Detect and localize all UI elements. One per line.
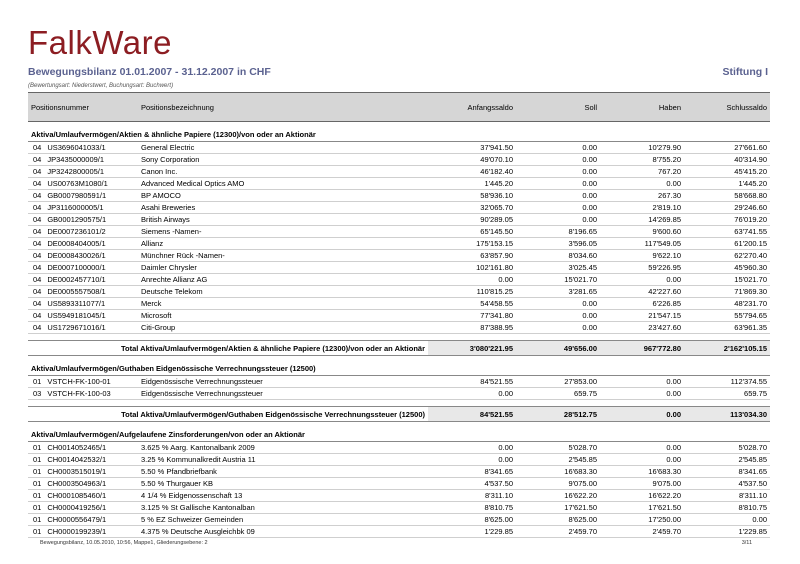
- total-debit: 49'656.00: [516, 341, 600, 356]
- debit: 2'459.70: [516, 526, 600, 538]
- position-prefix: 04: [33, 155, 42, 164]
- table-row: [28, 388, 770, 400]
- position-prefix: 04: [33, 143, 42, 152]
- closing-balance: 15'021.70: [684, 274, 770, 286]
- debit: 9'075.00: [516, 478, 600, 490]
- closing-balance: 48'231.70: [684, 298, 770, 310]
- column-header: Soll: [516, 93, 600, 122]
- position-prefix: 04: [33, 239, 42, 248]
- debit: 8'196.65: [516, 226, 600, 238]
- position-number: [28, 262, 138, 274]
- total-row: [28, 407, 770, 422]
- position-code: JP3242800005/1: [47, 167, 105, 176]
- credit: 767.20: [600, 166, 684, 178]
- debit: 3'025.45: [516, 262, 600, 274]
- closing-balance: 63'961.35: [684, 322, 770, 334]
- debit: 0.00: [516, 190, 600, 202]
- opening-balance: 37'941.50: [428, 142, 516, 154]
- position-name: 4 1/4 % Eidgenossenschaft 13: [138, 490, 428, 502]
- total-credit: 967'772.80: [600, 341, 684, 356]
- footer-info: Bewegungsbilanz, 10.05.2010, 10:56, Mappe1, Gliederungsebene: 2: [40, 540, 208, 546]
- position-code: CH0000419256/1: [47, 503, 107, 512]
- total-debit: 28'512.75: [516, 407, 600, 422]
- section-header-row: [28, 428, 770, 442]
- opening-balance: 0.00: [428, 274, 516, 286]
- position-prefix: 04: [33, 251, 42, 260]
- debit: 0.00: [516, 202, 600, 214]
- position-number: [28, 286, 138, 298]
- entity-name: Stiftung I: [722, 66, 768, 78]
- debit: 17'621.50: [516, 502, 600, 514]
- spacer-row: [28, 400, 770, 407]
- position-name: General Electric: [138, 142, 428, 154]
- position-name: Merck: [138, 298, 428, 310]
- section-title: Aktiva/Umlaufvermögen/Aktien & ähnliche Papiere (12300)/von oder an Aktionär: [28, 128, 770, 142]
- table-row: [28, 298, 770, 310]
- closing-balance: 63'741.55: [684, 226, 770, 238]
- position-code: DE0005557508/1: [47, 287, 106, 296]
- debit: 3'596.05: [516, 238, 600, 250]
- table-row: [28, 478, 770, 490]
- opening-balance: 175'153.15: [428, 238, 516, 250]
- credit: 0.00: [600, 388, 684, 400]
- position-name: Canon Inc.: [138, 166, 428, 178]
- position-code: VSTCH-FK-100-03: [47, 389, 111, 398]
- position-prefix: 01: [33, 527, 42, 536]
- position-prefix: 04: [33, 227, 42, 236]
- credit: 9'622.10: [600, 250, 684, 262]
- position-name: Allianz: [138, 238, 428, 250]
- debit: 16'622.20: [516, 490, 600, 502]
- credit: 2'819.10: [600, 202, 684, 214]
- table-row: [28, 274, 770, 286]
- position-name: 3.25 % Kommunalkredit Austria 11: [138, 454, 428, 466]
- table-row: [28, 376, 770, 388]
- position-code: JP3435000009/1: [47, 155, 105, 164]
- opening-balance: 58'936.10: [428, 190, 516, 202]
- position-number: [28, 388, 138, 400]
- debit: 2'545.85: [516, 454, 600, 466]
- position-prefix: 04: [33, 263, 42, 272]
- position-name: Deutsche Telekom: [138, 286, 428, 298]
- position-name: Siemens -Namen-: [138, 226, 428, 238]
- debit: 0.00: [516, 154, 600, 166]
- closing-balance: 62'270.40: [684, 250, 770, 262]
- debit: 0.00: [516, 142, 600, 154]
- debit: 8'034.60: [516, 250, 600, 262]
- opening-balance: 8'311.10: [428, 490, 516, 502]
- position-number: [28, 154, 138, 166]
- position-name: Daimler Chrysler: [138, 262, 428, 274]
- position-number: [28, 298, 138, 310]
- position-number: [28, 502, 138, 514]
- debit: 0.00: [516, 322, 600, 334]
- position-name: Münchner Rück -Namen-: [138, 250, 428, 262]
- position-name: British Airways: [138, 214, 428, 226]
- opening-balance: 46'182.40: [428, 166, 516, 178]
- position-name: Citi-Group: [138, 322, 428, 334]
- position-code: GB0007980591/1: [47, 191, 107, 200]
- position-code: GB0001290575/1: [47, 215, 107, 224]
- position-number: [28, 466, 138, 478]
- position-code: US5949181045/1: [47, 311, 106, 320]
- closing-balance: 45'415.20: [684, 166, 770, 178]
- credit: 21'547.15: [600, 310, 684, 322]
- column-header: Positionsnummer: [28, 93, 138, 122]
- position-number: [28, 142, 138, 154]
- opening-balance: 4'537.50: [428, 478, 516, 490]
- position-name: 3.625 % Aarg. Kantonalbank 2009: [138, 442, 428, 454]
- debit: 0.00: [516, 166, 600, 178]
- credit: 117'549.05: [600, 238, 684, 250]
- opening-balance: 63'857.90: [428, 250, 516, 262]
- position-number: [28, 310, 138, 322]
- closing-balance: 1'229.85: [684, 526, 770, 538]
- debit: 5'028.70: [516, 442, 600, 454]
- position-number: [28, 454, 138, 466]
- table-row: [28, 526, 770, 538]
- position-number: [28, 190, 138, 202]
- position-prefix: 04: [33, 275, 42, 284]
- position-prefix: 04: [33, 179, 42, 188]
- total-closing-balance: 2'162'105.15: [684, 341, 770, 356]
- credit: 16'622.20: [600, 490, 684, 502]
- position-name: Asahi Breweries: [138, 202, 428, 214]
- position-number: [28, 274, 138, 286]
- section-title: Aktiva/Umlaufvermögen/Guthaben Eidgenössische Verrechnungssteuer (12500): [28, 362, 770, 376]
- closing-balance: 58'668.80: [684, 190, 770, 202]
- spacer-row: [28, 334, 770, 341]
- total-row: [28, 341, 770, 356]
- column-header: Anfangssaldo: [428, 93, 516, 122]
- position-number: [28, 490, 138, 502]
- credit: 9'075.00: [600, 478, 684, 490]
- position-number: [28, 250, 138, 262]
- credit: 10'279.90: [600, 142, 684, 154]
- position-prefix: 04: [33, 323, 42, 332]
- table-body: [28, 122, 770, 538]
- debit: 0.00: [516, 214, 600, 226]
- position-code: US3696041033/1: [47, 143, 106, 152]
- position-name: 3.125 % St Gallische Kantonalban: [138, 502, 428, 514]
- position-code: DE0008404005/1: [47, 239, 106, 248]
- opening-balance: 0.00: [428, 442, 516, 454]
- position-prefix: 01: [33, 467, 42, 476]
- total-closing-balance: 113'034.30: [684, 407, 770, 422]
- closing-balance: 45'960.30: [684, 262, 770, 274]
- closing-balance: 659.75: [684, 388, 770, 400]
- closing-balance: 4'537.50: [684, 478, 770, 490]
- closing-balance: 71'869.30: [684, 286, 770, 298]
- closing-balance: 27'661.60: [684, 142, 770, 154]
- credit: 59'226.95: [600, 262, 684, 274]
- opening-balance: 8'810.75: [428, 502, 516, 514]
- opening-balance: 8'625.00: [428, 514, 516, 526]
- closing-balance: 8'341.65: [684, 466, 770, 478]
- credit: 0.00: [600, 442, 684, 454]
- position-prefix: 01: [33, 503, 42, 512]
- position-number: [28, 238, 138, 250]
- position-prefix: 03: [33, 389, 42, 398]
- position-prefix: 04: [33, 311, 42, 320]
- position-prefix: 01: [33, 377, 42, 386]
- opening-balance: 102'161.80: [428, 262, 516, 274]
- debit: 16'683.30: [516, 466, 600, 478]
- closing-balance: 76'019.20: [684, 214, 770, 226]
- balance-table: [28, 92, 770, 538]
- position-number: [28, 202, 138, 214]
- credit: 23'427.60: [600, 322, 684, 334]
- total-opening-balance: 3'080'221.95: [428, 341, 516, 356]
- credit: 17'621.50: [600, 502, 684, 514]
- opening-balance: 84'521.55: [428, 376, 516, 388]
- section-header-row: [28, 362, 770, 376]
- table-row: [28, 202, 770, 214]
- credit: 267.30: [600, 190, 684, 202]
- position-name: 5.50 % Thurgauer KB: [138, 478, 428, 490]
- table-row: [28, 514, 770, 526]
- total-credit: 0.00: [600, 407, 684, 422]
- closing-balance: 5'028.70: [684, 442, 770, 454]
- column-header: Schlussaldo: [684, 93, 770, 122]
- opening-balance: 110'815.25: [428, 286, 516, 298]
- position-prefix: 04: [33, 191, 42, 200]
- opening-balance: 49'070.10: [428, 154, 516, 166]
- position-number: [28, 376, 138, 388]
- debit: 659.75: [516, 388, 600, 400]
- credit: 0.00: [600, 178, 684, 190]
- page-number: 3/11: [741, 540, 752, 546]
- position-prefix: 04: [33, 167, 42, 176]
- position-code: US5893311077/1: [47, 299, 106, 308]
- position-name: Microsoft: [138, 310, 428, 322]
- report-title: Bewegungsbilanz 01.01.2007 - 31.12.2007 in CHF: [28, 66, 271, 78]
- table-row: [28, 502, 770, 514]
- position-code: CH0000556479/1: [47, 515, 107, 524]
- company-logo: FalkWare: [28, 24, 172, 61]
- position-code: CH0000199239/1: [47, 527, 107, 536]
- table-row: [28, 466, 770, 478]
- closing-balance: 1'445.20: [684, 178, 770, 190]
- position-number: [28, 214, 138, 226]
- closing-balance: 0.00: [684, 514, 770, 526]
- position-code: DE0007100000/1: [47, 263, 106, 272]
- opening-balance: 65'145.50: [428, 226, 516, 238]
- position-code: CH0014052465/1: [47, 443, 107, 452]
- credit: 16'683.30: [600, 466, 684, 478]
- spacer-cell: [28, 400, 770, 407]
- position-name: Anrechte Allianz AG: [138, 274, 428, 286]
- table-row: [28, 214, 770, 226]
- total-opening-balance: 84'521.55: [428, 407, 516, 422]
- total-label: Total Aktiva/Umlaufvermögen/Aktien & ähnliche Papiere (12300)/von oder an Aktionär: [28, 341, 428, 356]
- position-code: VSTCH-FK-100-01: [47, 377, 111, 386]
- position-code: US1729671016/1: [47, 323, 106, 332]
- closing-balance: 29'246.60: [684, 202, 770, 214]
- credit: 0.00: [600, 274, 684, 286]
- position-code: CH0003515019/1: [47, 467, 107, 476]
- opening-balance: 1'229.85: [428, 526, 516, 538]
- credit: 0.00: [600, 454, 684, 466]
- debit: 0.00: [516, 310, 600, 322]
- position-prefix: 01: [33, 443, 42, 452]
- opening-balance: 87'388.95: [428, 322, 516, 334]
- closing-balance: 8'311.10: [684, 490, 770, 502]
- opening-balance: 8'341.65: [428, 466, 516, 478]
- position-code: CH0003504963/1: [47, 479, 107, 488]
- position-name: Eidgenössische Verrechnungssteuer: [138, 376, 428, 388]
- position-code: CH0001085460/1: [47, 491, 107, 500]
- closing-balance: 8'810.75: [684, 502, 770, 514]
- credit: 2'459.70: [600, 526, 684, 538]
- debit: 0.00: [516, 298, 600, 310]
- table-row: [28, 226, 770, 238]
- position-prefix: 04: [33, 203, 42, 212]
- credit: 6'226.85: [600, 298, 684, 310]
- table-row: [28, 262, 770, 274]
- credit: 0.00: [600, 376, 684, 388]
- credit: 9'600.60: [600, 226, 684, 238]
- credit: 8'755.20: [600, 154, 684, 166]
- opening-balance: 0.00: [428, 454, 516, 466]
- position-number: [28, 322, 138, 334]
- spacer-cell: [28, 334, 770, 341]
- debit: 3'281.65: [516, 286, 600, 298]
- closing-balance: 55'794.65: [684, 310, 770, 322]
- table-row: [28, 286, 770, 298]
- table-header-row: [28, 93, 770, 122]
- debit: 27'853.00: [516, 376, 600, 388]
- position-prefix: 01: [33, 491, 42, 500]
- position-name: 4.375 % Deutsche Ausgleichbk 09: [138, 526, 428, 538]
- debit: 8'625.00: [516, 514, 600, 526]
- position-name: 5.50 % Pfandbriefbank: [138, 466, 428, 478]
- closing-balance: 40'314.90: [684, 154, 770, 166]
- opening-balance: 1'445.20: [428, 178, 516, 190]
- position-name: 5 % EZ Schweizer Gemeinden: [138, 514, 428, 526]
- position-name: Sony Corporation: [138, 154, 428, 166]
- position-prefix: 01: [33, 455, 42, 464]
- valuation-note: (Bewertungsart: Niederstwert, Buchungsart: Buchwert): [28, 83, 174, 89]
- credit: 14'269.85: [600, 214, 684, 226]
- position-prefix: 01: [33, 515, 42, 524]
- position-prefix: 04: [33, 299, 42, 308]
- position-number: [28, 514, 138, 526]
- closing-balance: 61'200.15: [684, 238, 770, 250]
- position-number: [28, 166, 138, 178]
- position-name: Eidgenössische Verrechnungssteuer: [138, 388, 428, 400]
- opening-balance: 90'289.05: [428, 214, 516, 226]
- table-row: [28, 310, 770, 322]
- table-row: [28, 190, 770, 202]
- position-number: [28, 226, 138, 238]
- column-header: Positionsbezeichnung: [138, 93, 428, 122]
- debit: 0.00: [516, 178, 600, 190]
- position-code: DE0008430026/1: [47, 251, 106, 260]
- position-number: [28, 526, 138, 538]
- opening-balance: 32'065.70: [428, 202, 516, 214]
- position-code: JP3116000005/1: [47, 203, 104, 212]
- table-row: [28, 166, 770, 178]
- table-row: [28, 250, 770, 262]
- table-row: [28, 442, 770, 454]
- opening-balance: 77'341.80: [428, 310, 516, 322]
- opening-balance: 54'458.55: [428, 298, 516, 310]
- position-number: [28, 178, 138, 190]
- position-name: BP AMOCO: [138, 190, 428, 202]
- closing-balance: 112'374.55: [684, 376, 770, 388]
- position-code: DE0002457710/1: [47, 275, 106, 284]
- table-row: [28, 454, 770, 466]
- total-label: Total Aktiva/Umlaufvermögen/Guthaben Eidgenössische Verrechnungssteuer (12500): [28, 407, 428, 422]
- debit: 15'021.70: [516, 274, 600, 286]
- position-prefix: 01: [33, 479, 42, 488]
- position-number: [28, 478, 138, 490]
- table-row: [28, 142, 770, 154]
- credit: 17'250.00: [600, 514, 684, 526]
- position-code: CH0014042532/1: [47, 455, 107, 464]
- position-code: US00763M1080/1: [47, 179, 108, 188]
- table-row: [28, 322, 770, 334]
- section-header-row: [28, 128, 770, 142]
- section-title: Aktiva/Umlaufvermögen/Aufgelaufene Zinsforderungen/von oder an Aktionär: [28, 428, 770, 442]
- table-row: [28, 238, 770, 250]
- opening-balance: 0.00: [428, 388, 516, 400]
- position-number: [28, 442, 138, 454]
- closing-balance: 2'545.85: [684, 454, 770, 466]
- position-prefix: 04: [33, 287, 42, 296]
- position-code: DE0007236101/2: [47, 227, 106, 236]
- position-prefix: 04: [33, 215, 42, 224]
- table-row: [28, 178, 770, 190]
- column-header: Haben: [600, 93, 684, 122]
- table-row: [28, 154, 770, 166]
- credit: 42'227.60: [600, 286, 684, 298]
- position-name: Advanced Medical Optics AMO: [138, 178, 428, 190]
- table-row: [28, 490, 770, 502]
